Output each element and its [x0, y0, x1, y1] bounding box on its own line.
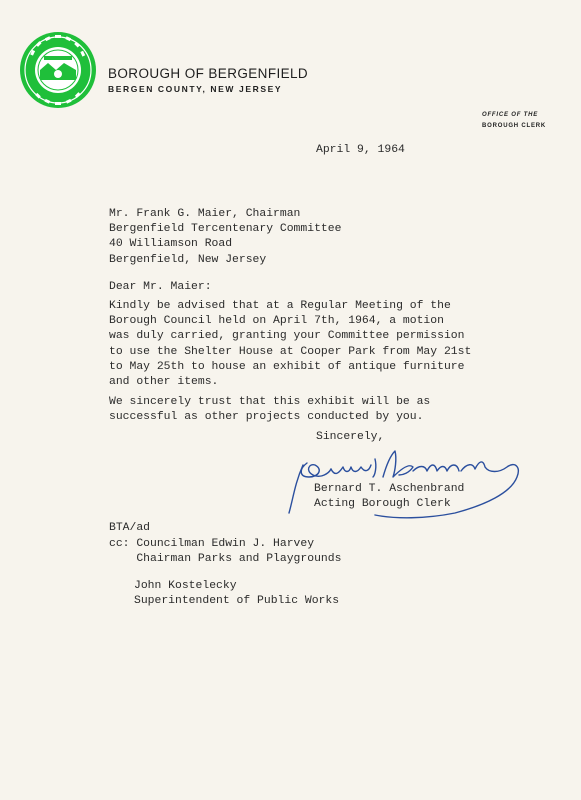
signer-title: Acting Borough Clerk: [314, 498, 451, 511]
letter-date: April 9, 1964: [316, 144, 405, 156]
salutation: Dear Mr. Maier:: [109, 281, 212, 293]
county-state: BERGEN COUNTY, NEW JERSEY: [108, 84, 283, 94]
body-paragraph-2: We sincerely trust that this exhibit will be as successful as other projects conducted by you.: [109, 396, 431, 424]
inside-address: Mr. Frank G. Maier, Chairman Bergenfield Tercentenary Committee 40 Williamson Road Bergenfield, New Jersey: [109, 208, 342, 266]
signer-name: Bernard T. Aschenbrand: [314, 483, 465, 495]
typist-initials: BTA/ad: [109, 522, 151, 534]
office-label: [482, 110, 546, 132]
office-line-1: OFFICE OF THE: [482, 112, 539, 118]
letterhead: [108, 66, 308, 94]
cc-recipient-2: John Kostelecky Superintendent of Public Works: [134, 580, 340, 608]
borough-seal: [18, 30, 98, 110]
closing: Sincerely,: [316, 431, 385, 443]
signature-block: [314, 482, 464, 512]
cc-recipient-1: cc: Councilman Edwin J. Harvey Chairman Parks and Playgrounds: [109, 538, 342, 566]
office-line-2: BOROUGH CLERK: [482, 123, 547, 129]
body-paragraph-1: Kindly be advised that at a Regular Meeting of the Borough Council held on April 7th, 1964, a motion was duly carried, granting your Committee permission to use the Shelter House at Cooper Park from May 21st to May 25th to house an exhibit of antique furniture and other items.: [109, 300, 472, 389]
borough-name: BOROUGH OF BERGENFIELD: [108, 66, 309, 81]
